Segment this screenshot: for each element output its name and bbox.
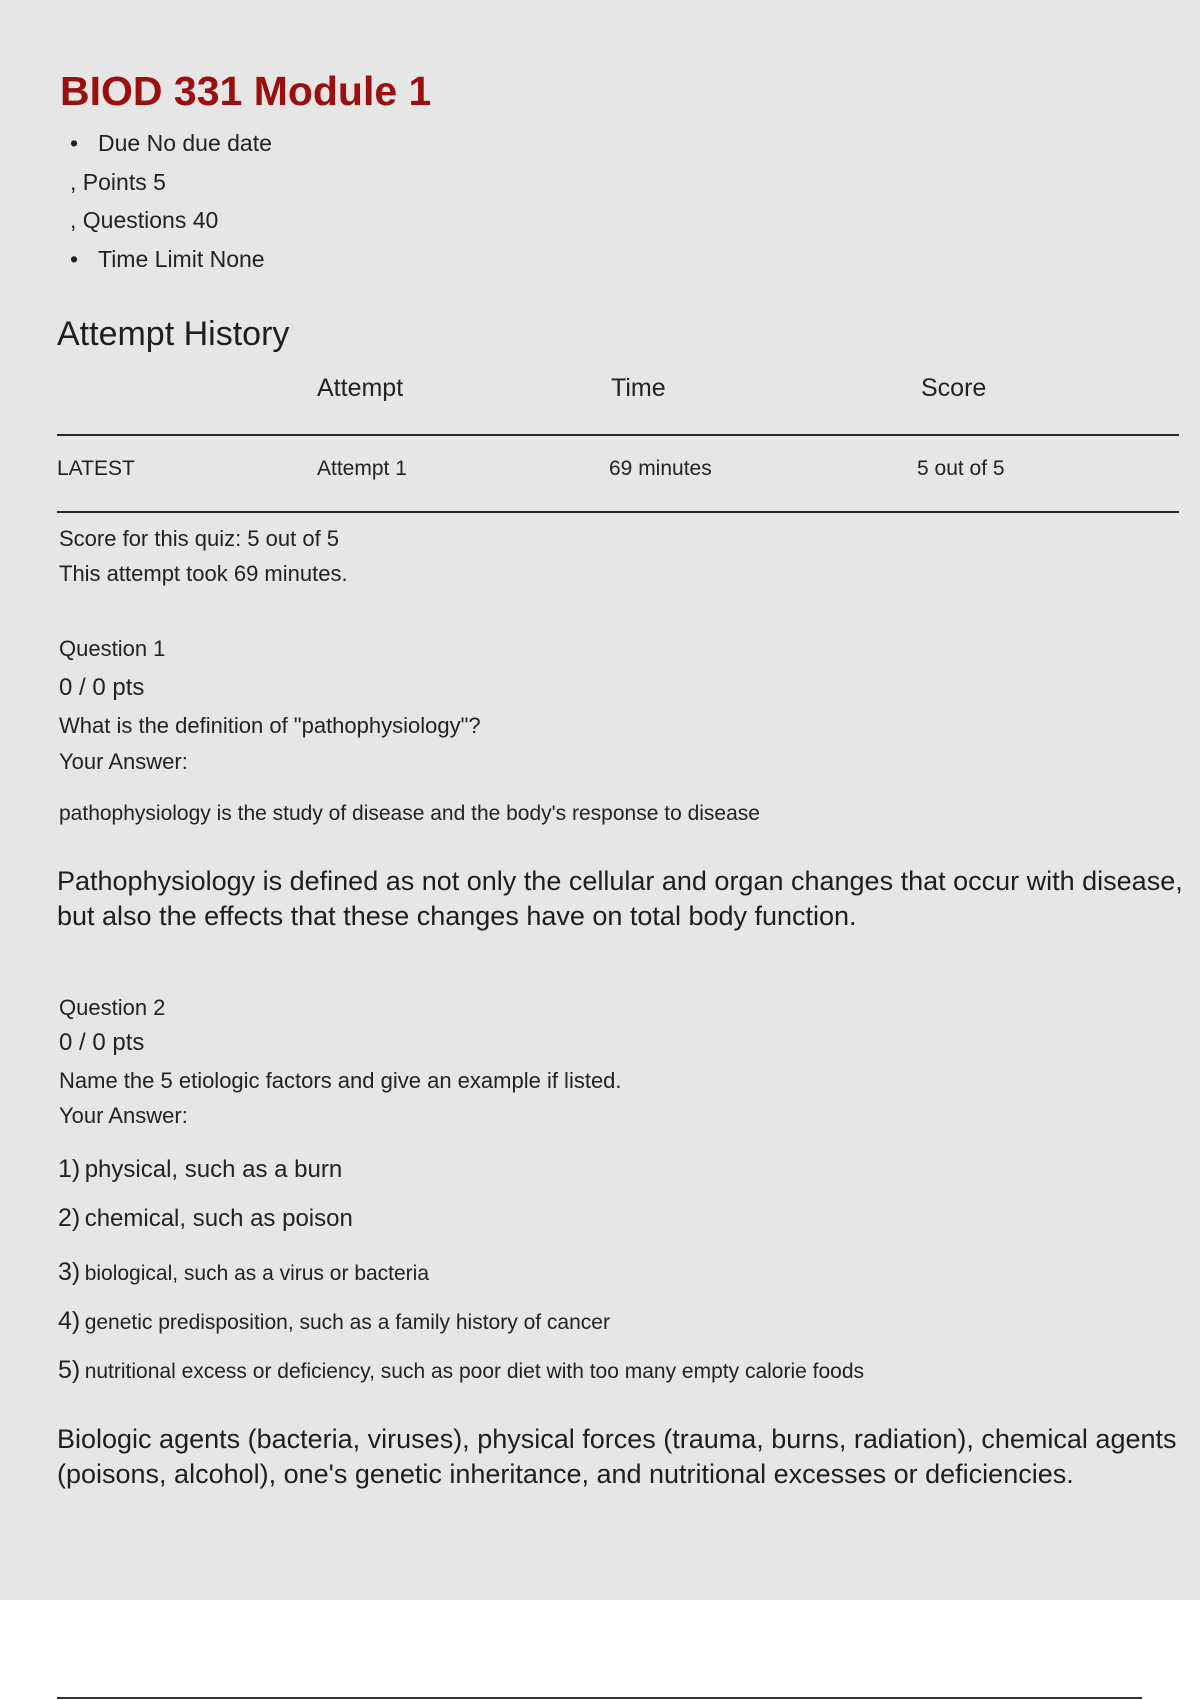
attempt-history-title: Attempt History bbox=[57, 315, 290, 353]
answer-list-item: 1) physical, such as a burn bbox=[58, 1155, 343, 1183]
answer-list-item: 3) biological, such as a virus or bacteria bbox=[58, 1258, 430, 1286]
answer-feedback: Biologic agents (bacteria, viruses), physical forces (trauma, burns, radiation), chemical agents (poisons, alcohol), one's genetic inheritance, and nutritional excesses or deficiencies. bbox=[57, 1424, 1177, 1489]
bullet-icon: • bbox=[70, 130, 79, 156]
your-answer-label: Your Answer: bbox=[59, 1103, 188, 1128]
column-header-score: Score bbox=[921, 374, 987, 402]
bullet-icon: • bbox=[70, 246, 79, 272]
attempt-link[interactable]: Attempt 1 bbox=[317, 457, 407, 480]
score-summary: Score for this quiz: 5 out of 5 bbox=[59, 526, 340, 551]
answer-list-item: 2) chemical, such as poison bbox=[58, 1204, 353, 1232]
due-date: • Due No due date bbox=[70, 130, 272, 156]
page-title: BIOD 331 Module 1 bbox=[60, 68, 432, 114]
answer-text: pathophysiology is the study of disease and the body's response to disease bbox=[59, 802, 760, 825]
answer-list-item: 5) nutritional excess or deficiency, such as poor diet with too many empty calorie foods bbox=[58, 1356, 865, 1384]
points: , Points 5 bbox=[70, 169, 166, 195]
question-count: , Questions 40 bbox=[70, 207, 219, 233]
table-divider bbox=[57, 511, 1179, 513]
time-summary: This attempt took 69 minutes. bbox=[59, 561, 348, 586]
attempt-time: 69 minutes bbox=[609, 457, 712, 480]
question-prompt: What is the definition of "pathophysiology"? bbox=[59, 713, 481, 738]
footer-divider bbox=[57, 1697, 1142, 1699]
question-points: 0 / 0 pts bbox=[59, 1029, 145, 1056]
column-header-time: Time bbox=[611, 374, 666, 402]
question-label: Question 1 bbox=[59, 636, 166, 661]
question-prompt: Name the 5 etiologic factors and give an example if listed. bbox=[59, 1068, 622, 1093]
latest-tag: LATEST bbox=[57, 457, 135, 480]
your-answer-label: Your Answer: bbox=[59, 749, 188, 774]
answer-feedback: Pathophysiology is defined as not only the cellular and organ changes that occur with disease, but also the effects that these changes have on total body function. bbox=[57, 866, 1183, 931]
question-label: Question 2 bbox=[59, 995, 166, 1020]
table-divider bbox=[57, 434, 1179, 436]
attempt-score: 5 out of 5 bbox=[917, 457, 1005, 480]
column-header-attempt: Attempt bbox=[317, 374, 404, 402]
question-points: 0 / 0 pts bbox=[59, 674, 145, 701]
answer-list-item: 4) genetic predisposition, such as a family history of cancer bbox=[58, 1307, 610, 1335]
time-limit: • Time Limit None bbox=[70, 246, 265, 272]
